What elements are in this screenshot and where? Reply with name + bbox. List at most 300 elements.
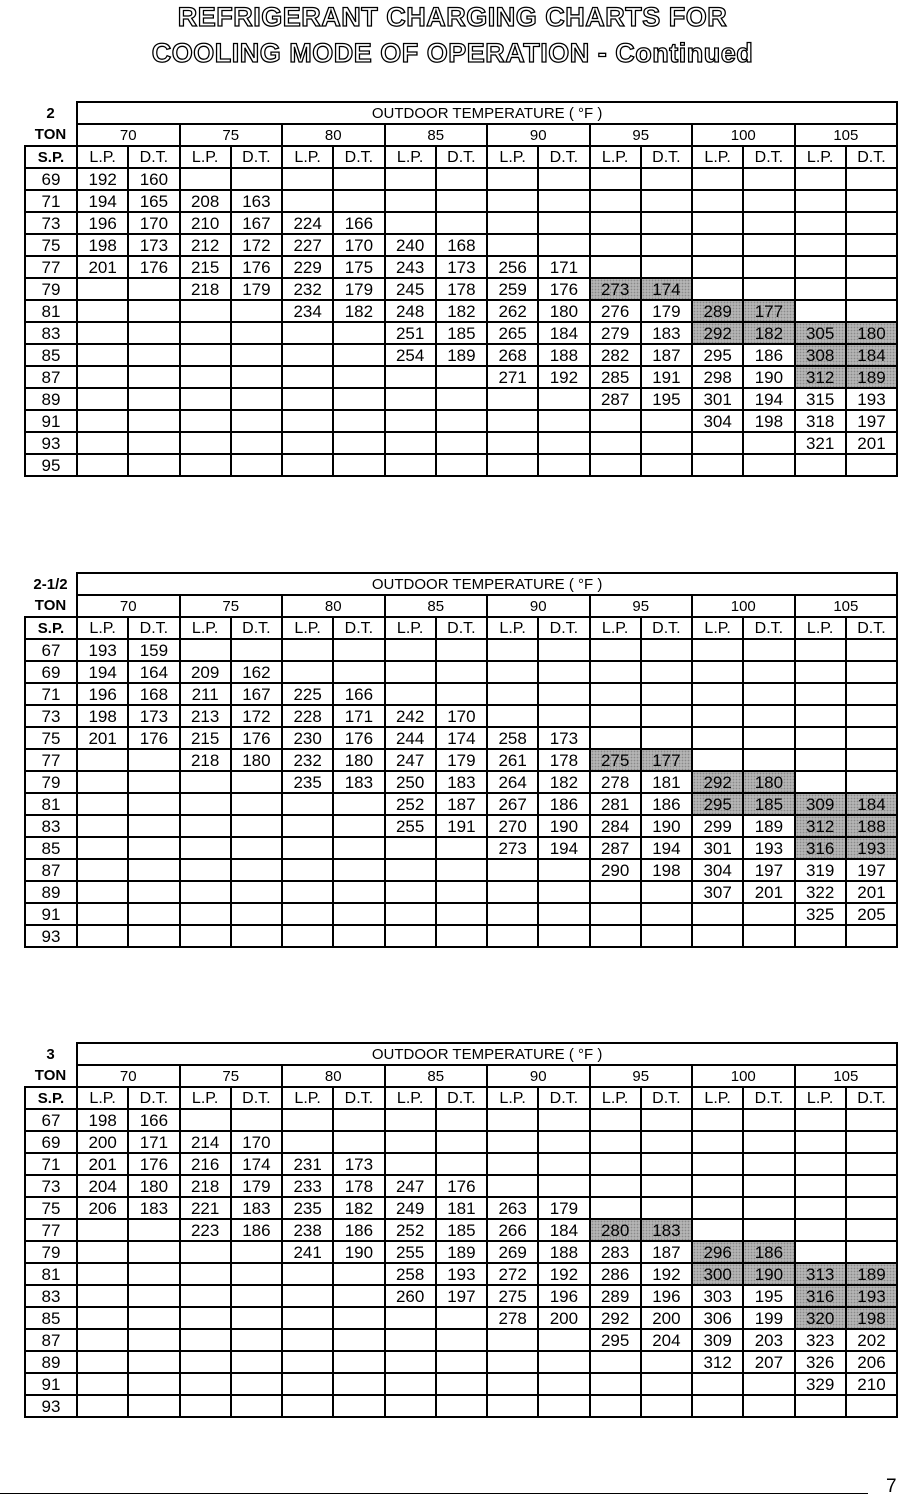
liquid-pressure-cell	[282, 1263, 333, 1285]
discharge-temp-cell	[436, 1131, 487, 1153]
discharge-temp-cell	[641, 1109, 692, 1131]
discharge-temp-cell: 201	[846, 432, 897, 454]
discharge-temp-cell	[436, 683, 487, 705]
discharge-temp-cell	[538, 705, 589, 727]
lp-header: L.P.	[590, 146, 641, 168]
liquid-pressure-cell: 243	[385, 256, 436, 278]
outdoor-temperature-label: OUTDOOR TEMPERATURE ( °F )	[77, 573, 897, 595]
table-row	[25, 881, 897, 903]
temperature-header: 100	[692, 595, 795, 617]
discharge-temp-cell: 180	[333, 749, 384, 771]
discharge-temp-cell	[846, 727, 897, 749]
discharge-temp-cell	[128, 278, 179, 300]
discharge-temp-cell	[333, 1263, 384, 1285]
liquid-pressure-cell	[282, 639, 333, 661]
liquid-pressure-cell: 194	[77, 661, 128, 683]
discharge-temp-cell	[128, 1263, 179, 1285]
liquid-pressure-cell	[590, 212, 641, 234]
dt-header: D.T.	[333, 1087, 384, 1109]
discharge-temp-cell	[538, 1373, 589, 1395]
discharge-temp-cell	[846, 683, 897, 705]
dt-header: D.T.	[128, 617, 179, 639]
table-row	[25, 1351, 897, 1373]
liquid-pressure-cell	[180, 1395, 231, 1417]
discharge-temp-cell	[846, 1395, 897, 1417]
lp-header: L.P.	[180, 1087, 231, 1109]
liquid-pressure-cell: 272	[487, 1263, 538, 1285]
discharge-temp-cell	[436, 1153, 487, 1175]
discharge-temp-cell	[846, 771, 897, 793]
liquid-pressure-cell	[487, 1153, 538, 1175]
liquid-pressure-cell	[180, 771, 231, 793]
liquid-pressure-cell	[282, 661, 333, 683]
liquid-pressure-cell	[795, 278, 846, 300]
liquid-pressure-cell	[487, 705, 538, 727]
discharge-temp-cell: 176	[128, 1153, 179, 1175]
discharge-temp-cell: 181	[641, 771, 692, 793]
liquid-pressure-cell	[795, 661, 846, 683]
discharge-temp-cell	[436, 1373, 487, 1395]
discharge-temp-cell: 163	[231, 190, 282, 212]
liquid-pressure-cell	[385, 190, 436, 212]
discharge-temp-cell: 197	[846, 859, 897, 881]
discharge-temp-cell: 173	[436, 256, 487, 278]
discharge-temp-cell: 186	[538, 793, 589, 815]
discharge-temp-cell	[436, 881, 487, 903]
liquid-pressure-cell	[180, 1329, 231, 1351]
header-row-columns	[25, 617, 897, 639]
liquid-pressure-cell	[385, 366, 436, 388]
liquid-pressure-cell: 312	[795, 366, 846, 388]
table-row	[25, 212, 897, 234]
discharge-temp-cell	[846, 454, 897, 476]
table-row	[25, 278, 897, 300]
liquid-pressure-cell: 329	[795, 1373, 846, 1395]
table-row	[25, 344, 897, 366]
liquid-pressure-cell: 262	[487, 300, 538, 322]
temperature-header: 105	[795, 124, 898, 146]
table-row	[25, 190, 897, 212]
liquid-pressure-cell: 295	[692, 793, 743, 815]
liquid-pressure-cell	[282, 454, 333, 476]
discharge-temp-cell	[333, 344, 384, 366]
liquid-pressure-cell	[77, 300, 128, 322]
suction-pressure-cell: 71	[25, 190, 77, 212]
discharge-temp-cell	[436, 661, 487, 683]
discharge-temp-cell	[846, 1131, 897, 1153]
discharge-temp-cell: 180	[743, 771, 794, 793]
discharge-temp-cell: 165	[128, 190, 179, 212]
discharge-temp-cell	[128, 388, 179, 410]
liquid-pressure-cell	[692, 212, 743, 234]
liquid-pressure-cell: 292	[692, 322, 743, 344]
liquid-pressure-cell	[282, 1329, 333, 1351]
liquid-pressure-cell	[180, 432, 231, 454]
suction-pressure-cell: 79	[25, 1241, 77, 1263]
liquid-pressure-cell	[487, 1351, 538, 1373]
table-row	[25, 300, 897, 322]
temperature-header: 75	[180, 595, 283, 617]
discharge-temp-cell	[538, 1131, 589, 1153]
liquid-pressure-cell: 319	[795, 859, 846, 881]
liquid-pressure-cell	[282, 366, 333, 388]
discharge-temp-cell	[641, 190, 692, 212]
liquid-pressure-cell	[590, 1197, 641, 1219]
charging-chart-3-ton	[24, 1042, 898, 1418]
liquid-pressure-cell: 216	[180, 1153, 231, 1175]
liquid-pressure-cell: 260	[385, 1285, 436, 1307]
liquid-pressure-cell	[77, 410, 128, 432]
liquid-pressure-cell	[282, 837, 333, 859]
discharge-temp-cell: 174	[436, 727, 487, 749]
liquid-pressure-cell: 254	[385, 344, 436, 366]
liquid-pressure-cell: 273	[487, 837, 538, 859]
liquid-pressure-cell	[180, 859, 231, 881]
liquid-pressure-cell	[795, 1241, 846, 1263]
temperature-header: 75	[180, 1065, 283, 1087]
liquid-pressure-cell	[795, 190, 846, 212]
discharge-temp-cell	[231, 815, 282, 837]
liquid-pressure-cell: 212	[180, 234, 231, 256]
discharge-temp-cell	[641, 1131, 692, 1153]
dt-header: D.T.	[128, 1087, 179, 1109]
discharge-temp-cell: 198	[641, 859, 692, 881]
liquid-pressure-cell	[77, 278, 128, 300]
liquid-pressure-cell: 235	[282, 1197, 333, 1219]
liquid-pressure-cell	[77, 366, 128, 388]
discharge-temp-cell: 167	[231, 683, 282, 705]
discharge-temp-cell	[231, 1351, 282, 1373]
discharge-temp-cell: 204	[641, 1329, 692, 1351]
discharge-temp-cell: 177	[641, 749, 692, 771]
discharge-temp-cell	[128, 454, 179, 476]
liquid-pressure-cell	[180, 300, 231, 322]
discharge-temp-cell: 191	[641, 366, 692, 388]
lp-header: L.P.	[77, 1087, 128, 1109]
liquid-pressure-cell: 255	[385, 1241, 436, 1263]
liquid-pressure-cell	[385, 168, 436, 190]
lp-header: L.P.	[692, 617, 743, 639]
liquid-pressure-cell	[385, 683, 436, 705]
discharge-temp-cell	[846, 705, 897, 727]
liquid-pressure-cell	[385, 410, 436, 432]
table-row	[25, 1109, 897, 1131]
liquid-pressure-cell	[77, 1263, 128, 1285]
discharge-temp-cell	[128, 366, 179, 388]
discharge-temp-cell	[641, 925, 692, 947]
suction-pressure-cell: 93	[25, 432, 77, 454]
discharge-temp-cell	[743, 705, 794, 727]
header-row-columns	[25, 146, 897, 168]
liquid-pressure-cell	[487, 168, 538, 190]
liquid-pressure-cell	[692, 1131, 743, 1153]
discharge-temp-cell	[743, 1109, 794, 1131]
table-row	[25, 1263, 897, 1285]
lp-header: L.P.	[282, 1087, 333, 1109]
liquid-pressure-cell	[692, 234, 743, 256]
table-row	[25, 683, 897, 705]
discharge-temp-cell: 187	[436, 793, 487, 815]
discharge-temp-cell: 168	[436, 234, 487, 256]
liquid-pressure-cell: 244	[385, 727, 436, 749]
liquid-pressure-cell	[487, 234, 538, 256]
discharge-temp-cell: 189	[436, 344, 487, 366]
liquid-pressure-cell: 249	[385, 1197, 436, 1219]
dt-header: D.T.	[641, 1087, 692, 1109]
discharge-temp-cell	[231, 1373, 282, 1395]
liquid-pressure-cell	[590, 1395, 641, 1417]
liquid-pressure-cell: 301	[692, 837, 743, 859]
discharge-temp-cell	[436, 925, 487, 947]
discharge-temp-cell	[846, 234, 897, 256]
discharge-temp-cell	[128, 1373, 179, 1395]
liquid-pressure-cell	[385, 903, 436, 925]
discharge-temp-cell: 186	[641, 793, 692, 815]
discharge-temp-cell: 167	[231, 212, 282, 234]
liquid-pressure-cell: 247	[385, 749, 436, 771]
discharge-temp-cell	[128, 903, 179, 925]
liquid-pressure-cell	[590, 1109, 641, 1131]
lp-header: L.P.	[795, 1087, 846, 1109]
liquid-pressure-cell	[590, 1351, 641, 1373]
discharge-temp-cell	[231, 837, 282, 859]
discharge-temp-cell	[231, 388, 282, 410]
liquid-pressure-cell: 208	[180, 190, 231, 212]
page-title-line1: REFRIGERANT CHARGING CHARTS FOR	[177, 2, 728, 32]
discharge-temp-cell	[128, 344, 179, 366]
lp-header: L.P.	[180, 617, 231, 639]
liquid-pressure-cell	[385, 432, 436, 454]
table-row	[25, 903, 897, 925]
discharge-temp-cell	[231, 1285, 282, 1307]
discharge-temp-cell: 173	[333, 1153, 384, 1175]
discharge-temp-cell: 184	[846, 793, 897, 815]
discharge-temp-cell	[436, 432, 487, 454]
liquid-pressure-cell: 278	[487, 1307, 538, 1329]
discharge-temp-cell	[641, 903, 692, 925]
liquid-pressure-cell	[795, 1395, 846, 1417]
discharge-temp-cell	[333, 1307, 384, 1329]
lp-header: L.P.	[77, 146, 128, 168]
table-row	[25, 661, 897, 683]
liquid-pressure-cell	[795, 1219, 846, 1241]
discharge-temp-cell: 210	[846, 1373, 897, 1395]
lp-header: L.P.	[487, 617, 538, 639]
liquid-pressure-cell: 312	[692, 1351, 743, 1373]
liquid-pressure-cell: 255	[385, 815, 436, 837]
discharge-temp-cell	[436, 388, 487, 410]
liquid-pressure-cell: 296	[692, 1241, 743, 1263]
discharge-temp-cell: 176	[231, 256, 282, 278]
liquid-pressure-cell	[487, 212, 538, 234]
discharge-temp-cell: 173	[128, 705, 179, 727]
discharge-temp-cell	[846, 925, 897, 947]
liquid-pressure-cell: 280	[590, 1219, 641, 1241]
liquid-pressure-cell	[180, 388, 231, 410]
liquid-pressure-cell: 299	[692, 815, 743, 837]
discharge-temp-cell: 171	[128, 1131, 179, 1153]
liquid-pressure-cell	[77, 1351, 128, 1373]
discharge-temp-cell	[641, 212, 692, 234]
unit-size-label: 2	[46, 104, 55, 122]
liquid-pressure-cell	[795, 683, 846, 705]
liquid-pressure-cell: 303	[692, 1285, 743, 1307]
ton-label: TON	[34, 1067, 67, 1084]
discharge-temp-cell: 176	[231, 727, 282, 749]
discharge-temp-cell: 179	[333, 278, 384, 300]
discharge-temp-cell	[538, 881, 589, 903]
liquid-pressure-cell	[795, 1131, 846, 1153]
discharge-temp-cell: 185	[436, 1219, 487, 1241]
table-row	[25, 234, 897, 256]
liquid-pressure-cell	[180, 366, 231, 388]
discharge-temp-cell: 197	[846, 410, 897, 432]
header-row-outdoor	[25, 102, 897, 124]
liquid-pressure-cell: 215	[180, 256, 231, 278]
liquid-pressure-cell: 308	[795, 344, 846, 366]
discharge-temp-cell: 180	[128, 1175, 179, 1197]
discharge-temp-cell: 175	[333, 256, 384, 278]
discharge-temp-cell	[743, 727, 794, 749]
dt-header: D.T.	[538, 146, 589, 168]
charging-chart-2-1-2-ton	[24, 572, 898, 948]
discharge-temp-cell: 186	[231, 1219, 282, 1241]
liquid-pressure-cell	[282, 344, 333, 366]
liquid-pressure-cell: 304	[692, 859, 743, 881]
discharge-temp-cell	[641, 432, 692, 454]
liquid-pressure-cell	[590, 639, 641, 661]
table-row	[25, 1197, 897, 1219]
liquid-pressure-cell	[795, 234, 846, 256]
liquid-pressure-cell	[385, 1373, 436, 1395]
liquid-pressure-cell	[487, 1131, 538, 1153]
discharge-temp-cell	[231, 366, 282, 388]
suction-pressure-cell: 75	[25, 727, 77, 749]
liquid-pressure-cell: 326	[795, 1351, 846, 1373]
suction-pressure-cell: 77	[25, 1219, 77, 1241]
suction-pressure-cell: 81	[25, 1263, 77, 1285]
suction-pressure-cell: 93	[25, 925, 77, 947]
liquid-pressure-cell: 258	[487, 727, 538, 749]
unit-size-label: 2-1/2	[33, 575, 68, 593]
liquid-pressure-cell	[282, 190, 333, 212]
discharge-temp-cell: 189	[846, 366, 897, 388]
temperature-header: 95	[590, 1065, 693, 1087]
liquid-pressure-cell: 241	[282, 1241, 333, 1263]
discharge-temp-cell	[538, 661, 589, 683]
temperature-header: 85	[385, 1065, 488, 1087]
temperature-header: 100	[692, 124, 795, 146]
liquid-pressure-cell: 200	[77, 1131, 128, 1153]
discharge-temp-cell: 193	[436, 1263, 487, 1285]
discharge-temp-cell	[128, 1219, 179, 1241]
liquid-pressure-cell: 242	[385, 705, 436, 727]
liquid-pressure-cell: 323	[795, 1329, 846, 1351]
discharge-temp-cell: 182	[333, 300, 384, 322]
discharge-temp-cell	[641, 1351, 692, 1373]
liquid-pressure-cell	[282, 881, 333, 903]
liquid-pressure-cell: 286	[590, 1263, 641, 1285]
liquid-pressure-cell: 312	[795, 815, 846, 837]
outdoor-temperature-label: OUTDOOR TEMPERATURE ( °F )	[77, 1043, 897, 1065]
liquid-pressure-cell: 321	[795, 432, 846, 454]
liquid-pressure-cell	[77, 859, 128, 881]
table-row	[25, 1241, 897, 1263]
liquid-pressure-cell	[692, 661, 743, 683]
discharge-temp-cell	[231, 432, 282, 454]
liquid-pressure-cell: 218	[180, 749, 231, 771]
liquid-pressure-cell	[795, 1175, 846, 1197]
discharge-temp-cell	[128, 1307, 179, 1329]
discharge-temp-cell	[743, 1395, 794, 1417]
lp-header: L.P.	[692, 146, 743, 168]
discharge-temp-cell	[641, 1197, 692, 1219]
liquid-pressure-cell	[487, 661, 538, 683]
discharge-temp-cell	[333, 1395, 384, 1417]
discharge-temp-cell: 183	[333, 771, 384, 793]
discharge-temp-cell: 191	[436, 815, 487, 837]
temperature-header: 80	[282, 1065, 385, 1087]
discharge-temp-cell: 164	[128, 661, 179, 683]
liquid-pressure-cell	[180, 881, 231, 903]
temperature-header: 75	[180, 124, 283, 146]
discharge-temp-cell	[538, 1395, 589, 1417]
discharge-temp-cell	[231, 1109, 282, 1131]
table-row	[25, 749, 897, 771]
liquid-pressure-cell: 251	[385, 322, 436, 344]
liquid-pressure-cell: 263	[487, 1197, 538, 1219]
liquid-pressure-cell	[590, 727, 641, 749]
sp-header: S.P.	[25, 146, 77, 168]
suction-pressure-cell: 69	[25, 1131, 77, 1153]
discharge-temp-cell	[333, 1109, 384, 1131]
discharge-temp-cell	[231, 639, 282, 661]
discharge-temp-cell	[436, 837, 487, 859]
discharge-temp-cell	[333, 366, 384, 388]
discharge-temp-cell: 173	[128, 234, 179, 256]
temperature-header: 105	[795, 1065, 898, 1087]
dt-header: D.T.	[743, 617, 794, 639]
liquid-pressure-cell	[385, 1329, 436, 1351]
suction-pressure-cell: 67	[25, 1109, 77, 1131]
discharge-temp-cell	[641, 705, 692, 727]
discharge-temp-cell: 183	[641, 1219, 692, 1241]
discharge-temp-cell: 174	[641, 278, 692, 300]
liquid-pressure-cell	[590, 190, 641, 212]
charging-chart-2-ton	[24, 101, 898, 477]
liquid-pressure-cell	[180, 168, 231, 190]
discharge-temp-cell: 182	[333, 1197, 384, 1219]
discharge-temp-cell	[538, 925, 589, 947]
discharge-temp-cell: 189	[436, 1241, 487, 1263]
discharge-temp-cell	[641, 168, 692, 190]
liquid-pressure-cell	[385, 837, 436, 859]
suction-pressure-cell: 87	[25, 859, 77, 881]
discharge-temp-cell: 173	[538, 727, 589, 749]
suction-pressure-cell: 73	[25, 705, 77, 727]
suction-pressure-cell: 85	[25, 837, 77, 859]
discharge-temp-cell	[743, 256, 794, 278]
discharge-temp-cell: 193	[846, 837, 897, 859]
liquid-pressure-cell: 223	[180, 1219, 231, 1241]
temperature-header: 70	[77, 124, 180, 146]
discharge-temp-cell: 183	[641, 322, 692, 344]
liquid-pressure-cell	[385, 1351, 436, 1373]
liquid-pressure-cell	[487, 925, 538, 947]
liquid-pressure-cell	[282, 1351, 333, 1373]
discharge-temp-cell	[333, 859, 384, 881]
discharge-temp-cell	[743, 432, 794, 454]
